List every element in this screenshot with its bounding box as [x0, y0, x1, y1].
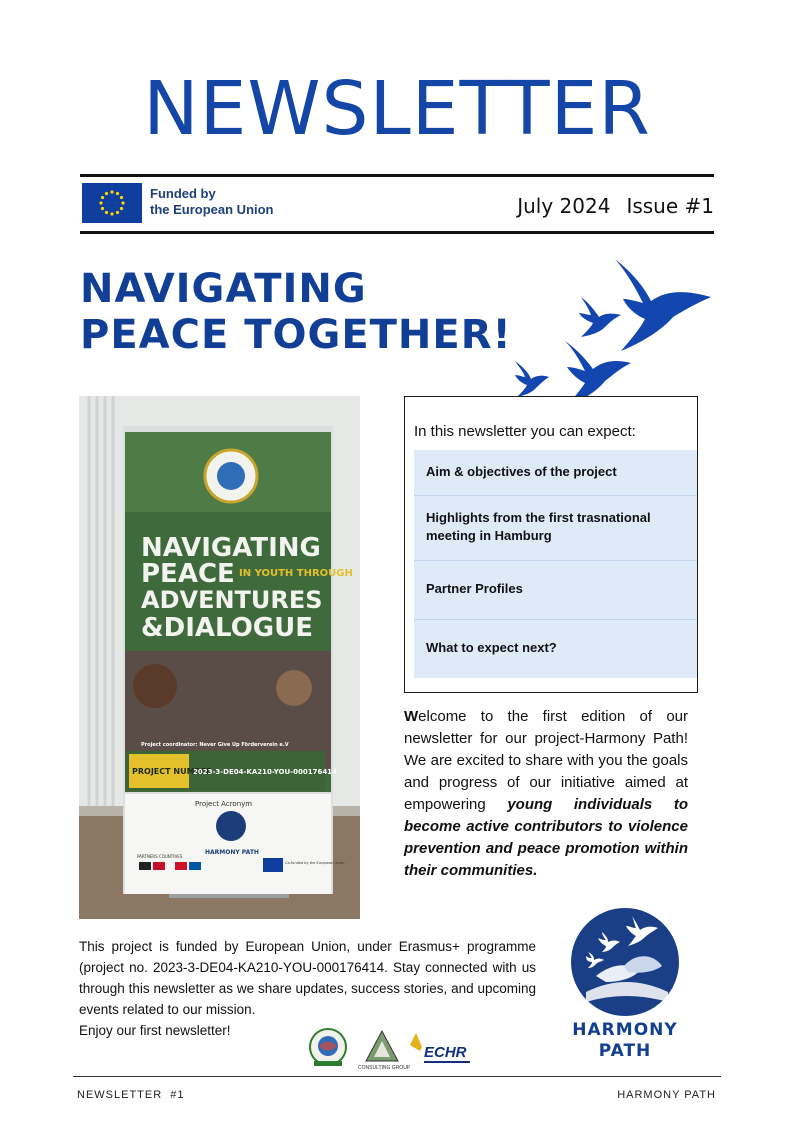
contents-separator [414, 619, 697, 620]
header-top-rule [80, 174, 714, 177]
contents-item: What to expect next? [426, 640, 557, 655]
header-bottom-rule [80, 231, 714, 234]
banner-project-number: 2023-3-DE04-KA210-YOU-000176414 [193, 768, 337, 776]
footer-rule [73, 1076, 721, 1077]
issue-date: July 2024 [517, 194, 611, 218]
footer-left-text: NEWSLETTER #1 [77, 1089, 185, 1101]
contents-item: Partner Profiles [426, 581, 523, 596]
harmony-path-logo-icon [566, 906, 684, 1018]
welcome-paragraph [404, 706, 688, 882]
funding-footnote-closing: Enjoy our first newsletter! [79, 1023, 231, 1038]
harmony-path-logo-name: HARMONY PATH [572, 1020, 678, 1061]
eu-funding-line2: the European Union [150, 202, 274, 217]
funding-footnote-text: This project is funded by European Union, under Erasmus+ programme (project no. 2023-3-DE04-KA210-YOU-000176414. Stay connected with us through this newsletter as we share updates, success stories, and upcoming events related to our mission. [79, 939, 536, 1017]
banner-subtitle: IN YOUTH THROUGH [239, 568, 353, 579]
banner-project-number-label: PROJECT NUMBER [132, 767, 213, 776]
contents-list [414, 450, 697, 678]
eu-funding-line1: Funded by [150, 186, 216, 201]
banner-cofunded: Co-funded by the European Union [285, 861, 345, 865]
dove-icon [615, 259, 711, 351]
banner-acronym: HARMONY PATH [205, 849, 259, 856]
welcome-emphasis: young individuals to become active contributors to violence prevention and peace promotion within their communities. [404, 796, 688, 879]
banner-acronym-label: Project Acronym [195, 800, 253, 808]
welcome-text: elcome to the first edition of our newsletter for our project-Harmony Path! We are excited to share with you the goals and progress of our initiative aimed at empowering [404, 708, 688, 813]
globe-logo-icon [310, 1029, 346, 1066]
contents-separator [414, 560, 697, 561]
banner-title-line: NAVIGATING [141, 533, 321, 563]
newsletter-masthead: NEWSLETTER [143, 66, 651, 152]
footer-right-text: HARMONY PATH [617, 1089, 716, 1101]
contents-separator [414, 495, 697, 496]
partner-logos [306, 1027, 486, 1071]
eu-funding-text [150, 186, 274, 218]
consulting-group-logo-icon [358, 1031, 411, 1071]
welcome-dropcap: W [404, 708, 419, 725]
rollup-banner-photo [79, 396, 360, 919]
headline-line2: PEACE TOGETHER! [80, 312, 512, 358]
headline [80, 266, 512, 358]
contents-title: In this newsletter you can expect: [414, 423, 636, 440]
banner-title-line: ADVENTURES [141, 586, 323, 614]
banner-coordinator: Project coordinator: Never Give Up Förderverein e.V [141, 742, 289, 748]
dove-icon [515, 361, 549, 397]
echr-logo-text: ECHR [424, 1044, 467, 1061]
dove-icon [579, 297, 621, 337]
harmony-path-logo-text [566, 1020, 684, 1062]
banner-title-line: &DIALOGUE [141, 613, 314, 643]
banner-partner-label: PARTNERS COUNTRIES [137, 854, 183, 859]
funding-footnote [79, 936, 536, 1041]
contents-item: Aim & objectives of the project [426, 464, 617, 479]
contents-item: Highlights from the first trasnational meeting in Hamburg [426, 510, 651, 543]
issue-number: Issue #1 [626, 194, 714, 218]
contents-box [404, 396, 698, 693]
banner-title-line: PEACE [141, 559, 235, 589]
consulting-group-logo-text: CONSULTING GROUP [358, 1065, 411, 1071]
issue-info [517, 194, 714, 218]
eu-flag-icon [82, 183, 142, 223]
echr-logo-icon [410, 1033, 470, 1067]
headline-line1: NAVIGATING [80, 266, 367, 312]
